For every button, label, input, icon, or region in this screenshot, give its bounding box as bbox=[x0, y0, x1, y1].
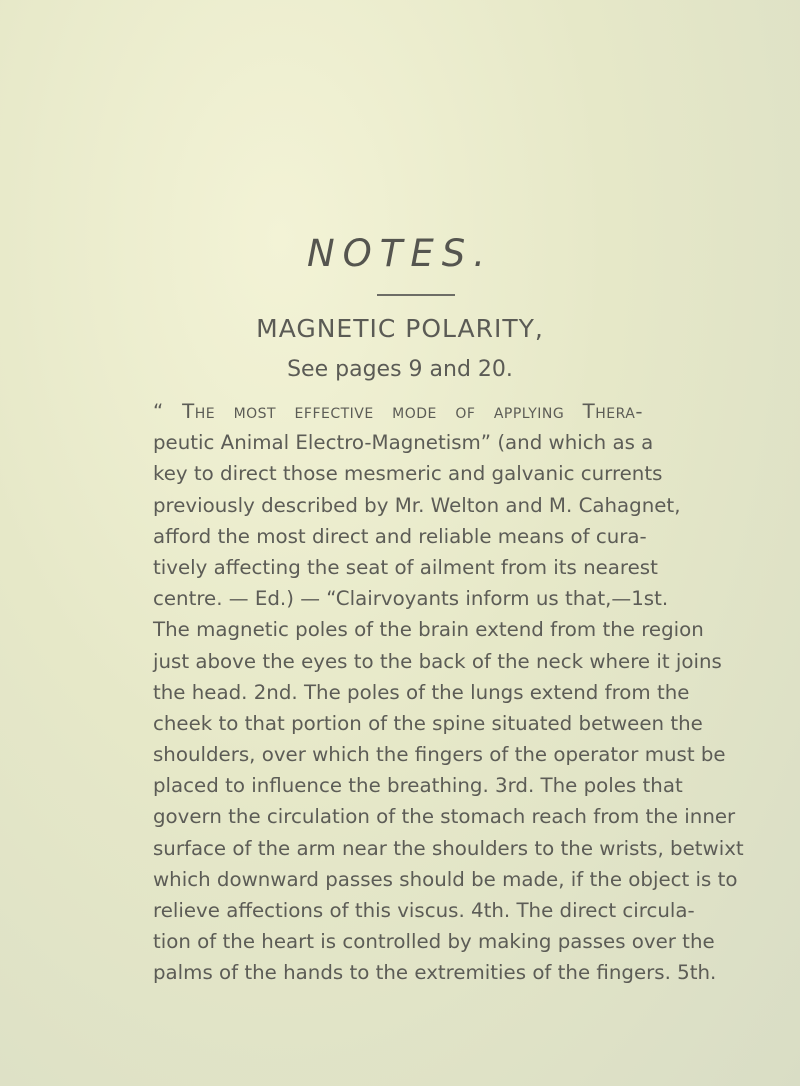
section-title: MAGNETIC POLARITY, bbox=[256, 314, 544, 343]
body-line: which downward passes should be made, if the object is to bbox=[153, 867, 738, 891]
body-line: palms of the hands to the extremities of the fingers. 5th. bbox=[153, 961, 717, 985]
body-line: surface of the arm near the shoulders to the wrists, betwixt bbox=[153, 836, 744, 860]
pages-reference: See pages 9 and 20. bbox=[287, 357, 513, 382]
body-line: previously described by Mr. Welton and M. Cahagnet, bbox=[153, 493, 681, 517]
page-heading: NOTES. bbox=[306, 232, 494, 275]
body-line: shoulders, over which the fingers of the operator must be bbox=[153, 743, 726, 767]
body-line: just above the eyes to the back of the neck where it joins bbox=[153, 649, 722, 673]
body-text bbox=[153, 396, 744, 989]
body-line: cheek to that portion of the spine situated between the bbox=[153, 711, 703, 735]
body-line: peutic Animal Electro-Magnetism” (and which as a bbox=[153, 431, 654, 455]
body-line: centre. — Ed.) — “Clairvoyants inform us that,—1st. bbox=[153, 587, 669, 611]
body-line: placed to influence the breathing. 3rd. The poles that bbox=[153, 774, 683, 798]
body-line: tion of the heart is controlled by making passes over the bbox=[153, 930, 715, 954]
body-line: afford the most direct and reliable means of cura- bbox=[153, 524, 647, 548]
body-line: The magnetic poles of the brain extend from the region bbox=[153, 618, 704, 642]
body-line: key to direct those mesmeric and galvanic currents bbox=[153, 462, 663, 486]
body-line: tively affecting the seat of ailment from its nearest bbox=[153, 555, 658, 579]
heading-rule bbox=[377, 294, 455, 296]
body-line: the head. 2nd. The poles of the lungs extend from the bbox=[153, 680, 690, 704]
body-line: govern the circulation of the stomach reach from the inner bbox=[153, 805, 736, 829]
body-line: “ The most effective mode of applying Thera- bbox=[153, 400, 643, 423]
body-line: relieve affections of this viscus. 4th. The direct circula- bbox=[153, 899, 695, 922]
